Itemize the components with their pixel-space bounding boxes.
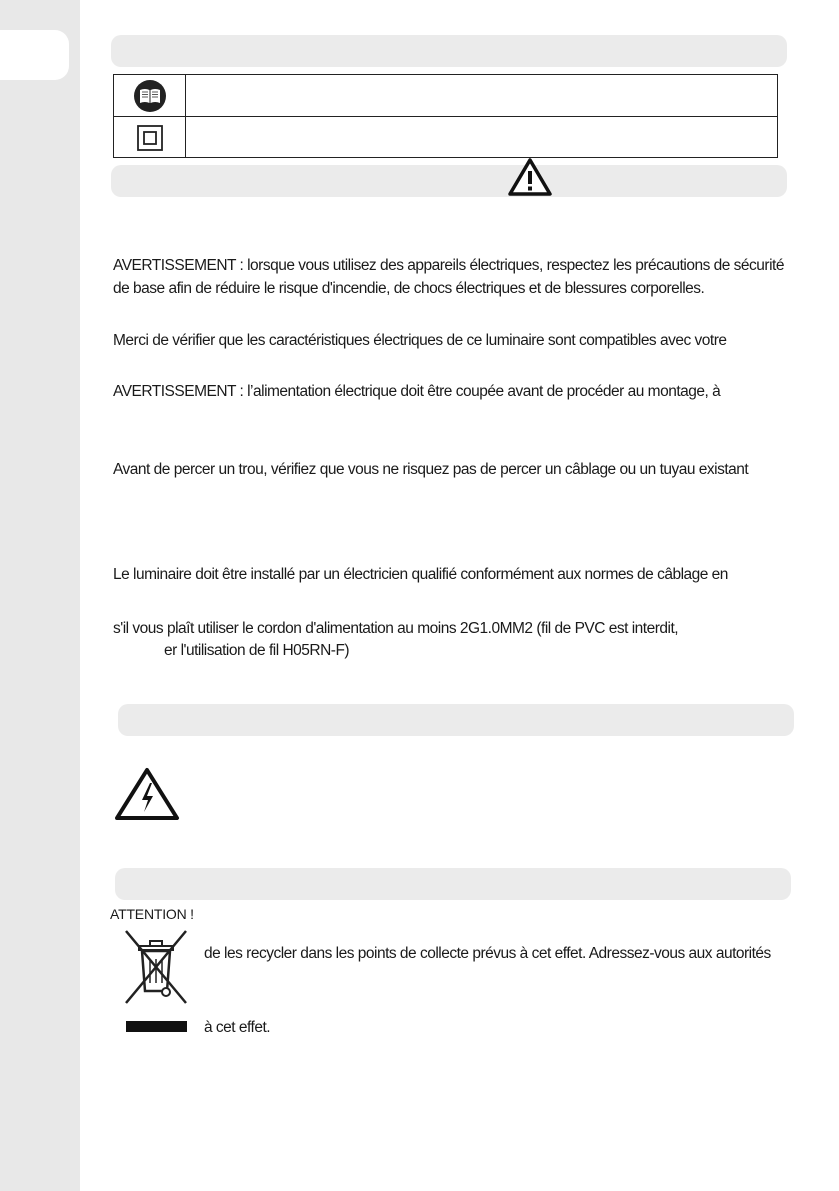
symbol-cell (114, 117, 186, 158)
check-line: Merci de vérifier que les caractéristiques électriques de ce luminaire sont compatibles avec votre (113, 332, 727, 349)
crossed-bin-icon (121, 929, 191, 1005)
symbol-cell (114, 75, 186, 116)
end-line: à cet effet. (204, 1019, 271, 1036)
cord-line1: s'il vous plaît utiliser le cordon d'alimentation au moins 2G1.0MM2 (fil de PVC est interdit, (113, 620, 679, 637)
high-voltage-icon (113, 766, 181, 822)
section-header-environment (115, 868, 791, 900)
warning-2-line: AVERTISSEMENT : l’alimentation électrique doit être coupée avant de procéder au montage, à (113, 383, 721, 400)
symbol-row-class2 (114, 116, 777, 158)
double-insulation-icon (136, 124, 164, 152)
warning-1-line1: AVERTISSEMENT : lorsque vous utilisez des appareils électriques, respectez les précautions de sécurité (113, 257, 784, 274)
book-icon (133, 79, 167, 113)
cord-line2: er l'utilisation de fil H05RN-F) (164, 642, 350, 659)
page-side-strip (0, 0, 80, 1191)
symbol-table (113, 74, 778, 158)
attention-label: ATTENTION ! (110, 906, 194, 922)
weee-bar (126, 1021, 187, 1032)
section-header-symbols (111, 35, 787, 67)
recycle-line: de les recycler dans les points de collecte prévus à cet effet. Adressez-vous aux autorités (204, 945, 771, 962)
install-line: Le luminaire doit être installé par un électricien qualifié conformément aux normes de câblage en (113, 566, 728, 583)
page-tab-marker (0, 30, 69, 80)
warning-1-line2: de base afin de réduire le risque d'incendie, de chocs électriques et de blessures corporelles. (113, 280, 705, 297)
symbol-row-manual (114, 75, 777, 116)
drill-line: Avant de percer un trou, vérifiez que vous ne risquez pas de percer un câblage ou un tuyau existant (113, 461, 749, 478)
section-header-safety (111, 165, 787, 197)
section-header-electrical (118, 704, 794, 736)
warning-triangle-icon (507, 157, 553, 197)
